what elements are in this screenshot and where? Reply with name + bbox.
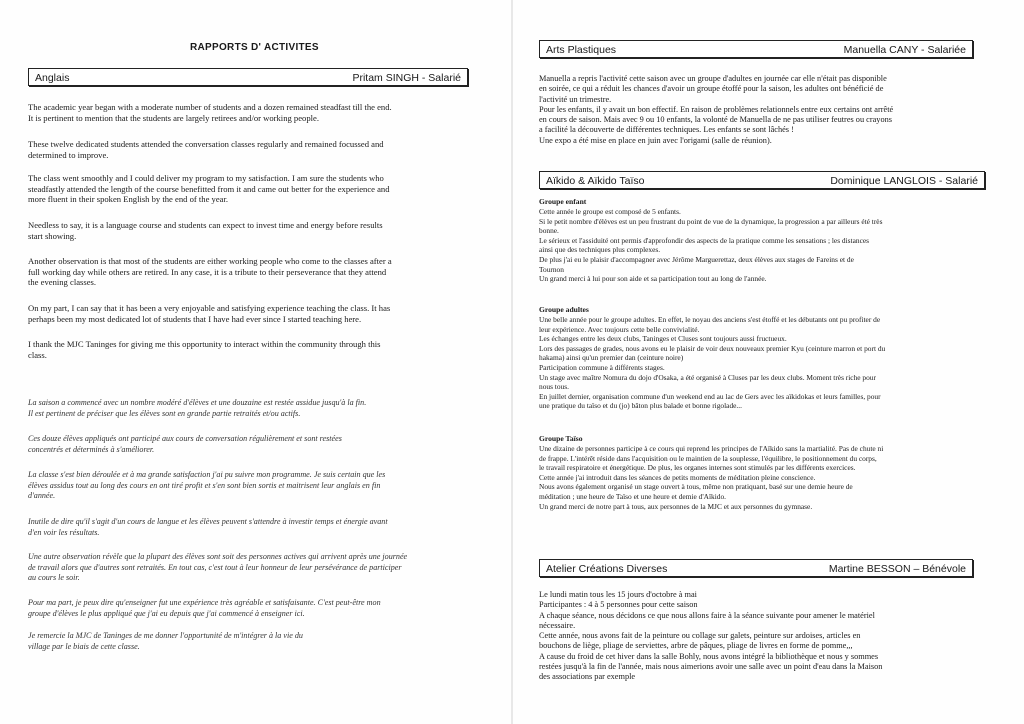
text-line: Un grand merci de notre part à tous, aux personnes de la MJC et aux personnes du gymnase. xyxy=(539,501,813,511)
text-line: Un grand merci à lui pour son aide et sa participation tout au long de l'année. xyxy=(539,274,767,284)
text-line: hakama) ainsi qu'un premier dan (ceinture noire) xyxy=(539,353,684,363)
text-line: A cause du froid de cet hiver dans la salle Bohly, nous avons intégré la bibliothèque et nous y sommes xyxy=(539,651,879,661)
text-line: La saison a commencé avec un nombre modéré d'élèves et une douzaine est restée assidue jusqu'à la fin. xyxy=(28,398,367,407)
text-line: nécessaire. xyxy=(539,620,576,630)
section-header-anglais xyxy=(28,68,468,86)
french-paragraph xyxy=(28,470,480,502)
section-person: Manuella CANY - Salariée xyxy=(843,44,966,56)
text-line: It is pertinent to mention that the students are largely retirees and/or working people. xyxy=(28,112,319,123)
text-line: Pour les enfants, il y avait un bon effectif. En raison de problèmes relationnels entre eux certains ont arrêté xyxy=(539,104,894,114)
text-line: nous tous. xyxy=(539,382,569,392)
text-line: Une belle année pour le groupe adultes. En effet, le noyau des anciens s'est étoffé et les débutants ont pu profiter de xyxy=(539,315,881,324)
text-line: Un stage avec maître Nomura du dojo d'Osaka, a été organisé à Cluses par les deux clubs. Moment très riche pour xyxy=(539,372,876,382)
text-line: Le lundi matin tous les 15 jours d'octobre à mai xyxy=(539,590,697,599)
text-line: Le sérieux et l'assiduité ont permis d'approfondir des aspects de la pratique comme les sensations ; les distances xyxy=(539,235,870,245)
french-paragraph xyxy=(28,398,480,419)
text-line: class. xyxy=(28,349,47,360)
text-line: start showing. xyxy=(28,230,77,241)
text-line: Lors des passages de grades, nous avons eu le plaisir de voir deux nouveaux premier Kyu (ceinture marron et port du xyxy=(539,343,886,353)
text-line: des associations par exemple xyxy=(539,672,636,682)
text-line: La classe s'est bien déroulée et à ma grande satisfaction j'ai pu suivre mon programme. Je suis certain que les xyxy=(28,470,386,479)
group-paragraph xyxy=(539,315,979,411)
text-line: Je remercie la MJC de Taninges de me donner l'opportunité de m'intégrer à la vie du xyxy=(28,631,303,640)
text-line: These twelve dedicated students attended the conversation classes regularly and remained focussed and xyxy=(28,139,384,149)
section-title: Anglais xyxy=(35,72,70,84)
text-line: perhaps been my most dedicated lot of students that I have had ever since I started teaching here. xyxy=(28,313,362,324)
text-line: Cette année le groupe est composé de 5 enfants. xyxy=(539,207,681,216)
text-line: Si le petit nombre d'élèves est un peu frustrant du point de vue de la dynamique, la progression a par ailleurs été très xyxy=(539,216,883,226)
text-line: Inutile de dire qu'il s'agit d'un cours de langue et les élèves peuvent s'attendre à investir temps et énergie avant xyxy=(28,517,388,526)
text-line: l'activité un trimestre. xyxy=(539,94,612,104)
page-title: RAPPORTS D' ACTIVITES xyxy=(190,42,319,53)
text-line: Needless to say, it is a language course and students can expect to invest time and energy before results xyxy=(28,220,383,230)
section-title: Atelier Créations Diverses xyxy=(546,563,668,575)
text-line: en soirée, ce qui a réduit les chances d'avoir un groupe étoffé pour la saison, les adultes ont bénéficié de xyxy=(539,84,884,94)
section-person: Pritam SINGH - Salarié xyxy=(352,72,461,84)
text-line: de travail alors que d'autres sont retraités. En tout cas, c'est tout à leur honneur de leur persévérance de participer xyxy=(28,562,402,572)
group-paragraph xyxy=(539,444,979,511)
text-line: full working day while others are retired. In any case, it is a tribute to their perseverance that they attend xyxy=(28,266,387,277)
french-paragraph xyxy=(28,631,480,652)
text-line: Tournon xyxy=(539,264,564,274)
text-line: d'en voir les résultats. xyxy=(28,527,100,537)
text-line: village par le biais de cette classe. xyxy=(28,641,140,651)
english-paragraph xyxy=(28,220,480,241)
section-header-atelier xyxy=(539,559,973,577)
english-paragraph xyxy=(28,139,480,160)
group-heading: Groupe Taïso xyxy=(539,434,583,443)
text-line: Participantes : 4 à 5 personnes pour cette saison xyxy=(539,600,698,610)
text-line: restées jusqu'à la fin de l'année, mais nous aimerions avoir une salle avec un point d'eau dans la Maison xyxy=(539,662,883,672)
page-fold xyxy=(511,0,513,724)
french-paragraph xyxy=(28,517,480,538)
text-line: une pratique du taïso et du (jo) bâton plus balade et bonne rigolade... xyxy=(539,401,742,411)
text-line: le travail respiratoire et énergétique. De plus, les organes internes sont stimulés par les différents exercices. xyxy=(539,463,856,473)
english-paragraph xyxy=(28,102,480,123)
text-line: Participation commune à différents stages. xyxy=(539,362,665,372)
text-line: bonne. xyxy=(539,226,559,236)
text-line: Nous avons également organisé un stage ouvert à tous, même non pratiquant, basé sur une demie heure de xyxy=(539,482,853,492)
english-paragraph xyxy=(28,339,480,360)
text-line: en cours de saison. Mais avec 9 ou 10 enfants, la volonté de Manuella de ne pas utiliser feutres ou crayons xyxy=(539,115,892,125)
text-line: De plus j'ai eu le plaisir d'accompagner avec Jérôme Marguerettaz, deux élèves aux stages de Fareins et de xyxy=(539,254,854,264)
french-paragraph xyxy=(28,434,480,455)
group-heading: Groupe adultes xyxy=(539,305,589,314)
french-paragraph xyxy=(28,598,480,619)
text-line: A chaque séance, nous décidons ce que nous allons faire à la séance suivante pour amener le matériel xyxy=(539,610,875,620)
text-line: Il est pertinent de préciser que les élèves sont en grande partie retraités et/ou actifs. xyxy=(28,408,301,418)
atelier-paragraph xyxy=(539,590,979,683)
text-line: au cours le soir. xyxy=(28,573,80,582)
text-line: bouchons de liège, pliage de serviettes, arbre de pâques, pliage de livres en forme de pomme,,, xyxy=(539,641,853,651)
text-line: ainsi que des techniques plus complexes. xyxy=(539,245,661,255)
text-line: Another observation is that most of the students are either working people who come to the classes after a xyxy=(28,256,392,266)
text-line: The academic year began with a moderate number of students and a dozen remained steadfast till the end. xyxy=(28,102,392,112)
text-line: d'année. xyxy=(28,491,56,500)
text-line: Manuella a repris l'activité cette saison avec un groupe d'adultes en journée car elle n'était pas disponible xyxy=(539,74,887,83)
group-paragraph xyxy=(539,207,979,284)
text-line: Une autre observation révèle que la plupart des élèves sont soit des personnes actives qui arrivent après une journée xyxy=(28,552,408,561)
english-paragraph xyxy=(28,256,480,288)
text-line: Cette année j'ai introduit dans les séances de petits moments de méditation pleine conscience. xyxy=(539,472,816,482)
section-header-aikido xyxy=(539,171,985,189)
text-line: En juillet dernier, organisation commune d'un weekend end au lac de Gers avec les aïkidokas et leurs familles, pour xyxy=(539,391,881,401)
text-line: élèves assidus tout au long des cours en ont tiré profit et s'en sont bien sortis et maitrisent leur anglais en fin xyxy=(28,480,381,490)
text-line: I thank the MJC Taninges for giving me this opportunity to interact within the community through this xyxy=(28,339,381,349)
text-line: Pour ma part, je peux dire qu'enseigner fut une expérience très agréable et satisfaisante. C'est peut-être mon xyxy=(28,598,381,607)
text-line: concentrés et déterminés à s'améliorer. xyxy=(28,444,155,454)
text-line: leur expérience. Avec toujours cette belle convivialité. xyxy=(539,324,700,334)
section-person: Dominique LANGLOIS - Salarié xyxy=(830,175,978,187)
french-paragraph xyxy=(28,552,480,584)
text-line: On my part, I can say that it has been a very enjoyable and satisfying experience teaching the class. It has xyxy=(28,303,391,313)
text-line: Les échanges entre les deux clubs, Taninges et Cluses sont toujours aussi fructueux. xyxy=(539,334,787,344)
text-line: groupe d'élèves le plus appliqué que j'ai eu depuis que j'ai commencé à enseigner ici. xyxy=(28,608,305,618)
section-title: Aïkido & Aïkido Taïso xyxy=(546,175,645,187)
text-line: Ces douze élèves appliqués ont participé aux cours de conversation régulièrement et sont restées xyxy=(28,434,342,443)
section-title: Arts Plastiques xyxy=(546,44,617,56)
text-line: determined to improve. xyxy=(28,149,109,160)
english-paragraph xyxy=(28,303,480,324)
text-line: steadfastly attended the length of the course benefitted from it and came out better for the experience and xyxy=(28,183,390,194)
text-line: Une dizaine de personnes participe à ce cours qui reprend les principes de l'Aïkido sans la martialité. Pas de chute ni xyxy=(539,444,884,453)
text-line: a facilité la découverte de différentes techniques. Les enfants se sont lâchés ! xyxy=(539,125,794,135)
text-line: Une expo a été mise en place en juin avec l'origami (salle de réunion). xyxy=(539,135,772,145)
text-line: the evening classes. xyxy=(28,277,97,287)
text-line: méditation ; une heure de Taïso et une heure et demie d'Aïkido. xyxy=(539,491,727,501)
section-header-arts xyxy=(539,40,973,58)
section-person: Martine BESSON – Bénévole xyxy=(828,563,966,575)
text-line: The class went smoothly and I could deliver my program to my satisfaction. I am sure the students who xyxy=(28,173,384,183)
text-line: Cette année, nous avons fait de la peinture ou collage sur galets, peinture sur ardoises, articles en xyxy=(539,631,861,641)
text-line: more fluent in their spoken English by the end of the year. xyxy=(28,194,228,204)
group-heading: Groupe enfant xyxy=(539,197,587,206)
english-paragraph xyxy=(28,173,480,205)
text-line: de frappe. L'intérêt réside dans l'acquisition ou le maintien de la souplesse, l'équilibre, le positionnement du corps, xyxy=(539,453,877,463)
arts-paragraph xyxy=(539,74,979,146)
